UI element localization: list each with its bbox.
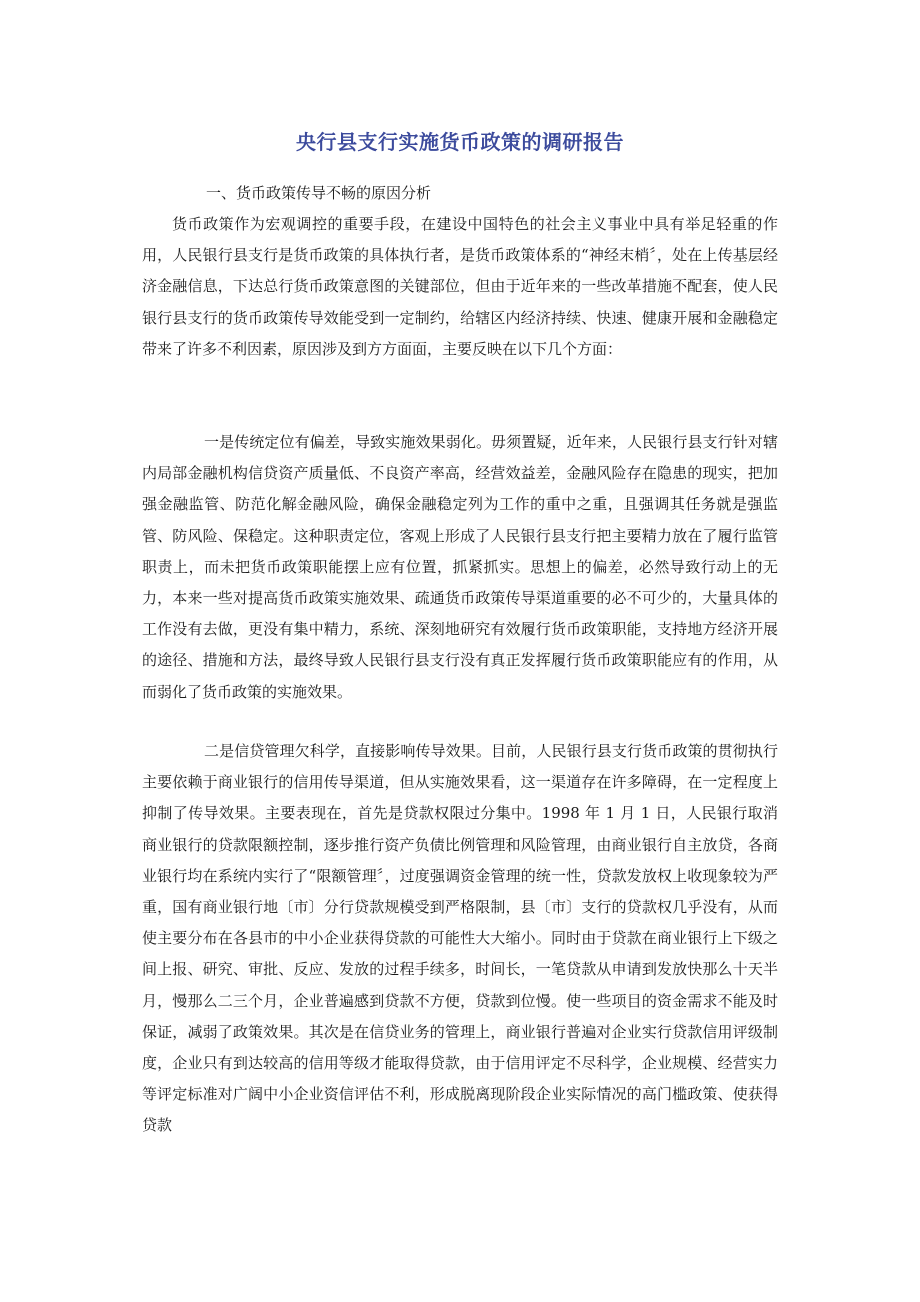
section-heading: 一、货币政策传导不畅的原因分析	[206, 184, 432, 202]
paragraph-intro: 货币政策作为宏观调控的重要手段，在建设中国特色的社会主义事业中具有举足轻重的作用，人民银行县支行是货币政策的具体执行者，是货币政策体系的“神经末梢〞，处在上传基层经济金融信息，下达总行货币政策意图的关键部位，但由于近年来的一些改革措施不配套，使人民银行县支行的货币政策传导效能受到一定制约，给辖区内经济持续、快速、健康开展和金融稳定带来了许多不利因素，原因涉及到方方面面，主要反映在以下几个方面：	[142, 215, 778, 358]
paragraph-point-two: 二是信贷管理欠科学，直接影响传导效果。目前，人民银行县支行货币政策的贯彻执行主要依赖于商业银行的信用传导渠道，但从实施效果看，这一渠道存在许多障碍，在一定程度上抑制了传导效果。主要表现在，首先是贷款权限过分集中。1998 年 1 月 1 日，人民银行取消商业银行的贷款限额控制，逐步推行资产负债比例管理和风险管理，由商业银行自主放贷，各商业银行均在系统内实行了“限额管理〞，过度强调资金管理的统一性，贷款发放权上收现象较为严重，国有商业银行地〔市〕分行贷款规模受到严格限制，县〔市〕支行的贷款权几乎没有，从而使主要分布在各县市的中小企业获得贷款的可能性大大缩小。同时由于贷款在商业银行上下级之间上报、研究、审批、反应、发放的过程手续多，时间长，一笔贷款从申请到发放快那么十天半月，慢那么二三个月，企业普遍感到贷款不方便，贷款到位慢。使一些项目的资金需求不能及时保证，减弱了政策效果。其次是在信贷业务的管理上，商业银行普遍对企业实行贷款信用评级制度，企业只有到达较高的信用等级才能取得贷款，由于信用评定不尽科学，企业规模、经营实力等评定标准对广阔中小企业资信评估不利，形成脱离现阶段企业实际情况的高门槛政策、使获得贷款	[142, 742, 778, 1135]
paragraph-point-one: 一是传统定位有偏差，导致实施效果弱化。毋须置疑，近年来，人民银行县支行针对辖内局部金融机构信贷资产质量低、不良资产率高，经营效益差，金融风险存在隐患的现实，把加强金融监管、防范化解金融风险，确保金融稳定列为工作的重中之重，且强调其任务就是强监管、防风险、保稳定。这种职责定位，客观上形成了人民银行县支行把主要精力放在了履行监管职责上，而未把货币政策职能摆上应有位置，抓紧抓实。思想上的偏差，必然导致行动上的无力，本来一些对提高货币政策实施效果、疏通货币政策传导渠道重要的必不可少的，大量具体的工作没有去做，更没有集中精力，系统、深刻地研究有效履行货币政策职能，支持地方经济开展的途径、措施和方法，最终导致人民银行县支行没有真正发挥履行货币政策职能应有的作用，从而弱化了货币政策的实施效果。	[142, 433, 778, 701]
document-title: 央行县支行实施货币政策的调研报告	[296, 130, 624, 154]
